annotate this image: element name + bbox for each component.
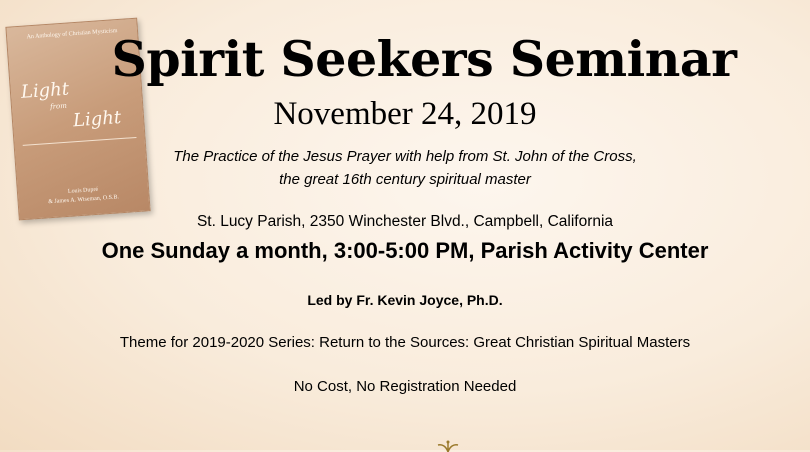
cost-note: No Cost, No Registration Needed xyxy=(293,378,517,395)
subtitle-line-1: The Practice of the Jesus Prayer with help from St. John of the Cross, xyxy=(173,148,637,165)
ornament-icon xyxy=(436,440,460,452)
seminar-subtitle xyxy=(110,145,700,191)
book-author-1: Louis Dupré xyxy=(67,186,99,195)
book-top-text: An Anthology of Christian Mysticism xyxy=(26,28,118,41)
book-title-small: from xyxy=(49,101,68,111)
schedule-text: One Sunday a month, 3:00-5:00 PM, Parish Activity Center xyxy=(101,238,709,263)
seminar-title: Spirit Seekers Seminar xyxy=(111,30,737,88)
series-theme: Theme for 2019-2020 Series: Return to the Sources: Great Christian Spiritual Masters xyxy=(119,334,691,351)
book-title-line2: Light xyxy=(72,107,122,132)
book-title-line1: Light xyxy=(20,78,70,103)
seminar-date: November 24, 2019 xyxy=(273,96,537,132)
leader-text: Led by Fr. Kevin Joyce, Ph.D. xyxy=(307,292,503,308)
subtitle-line-2: the great 16th century spiritual master xyxy=(279,171,531,188)
venue-address: St. Lucy Parish, 2350 Winchester Blvd., Campbell, California xyxy=(196,213,614,230)
book-author-2: & James A. Wiseman, O.S.B. xyxy=(48,194,120,206)
